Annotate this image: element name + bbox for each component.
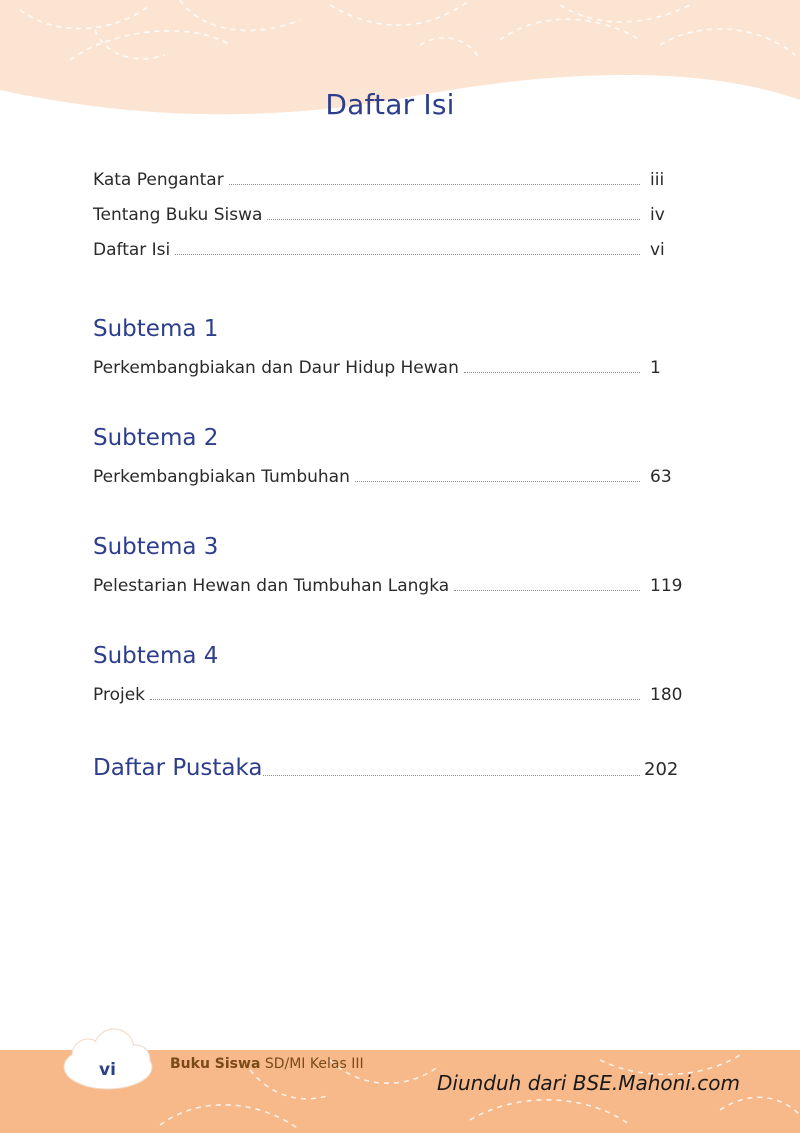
download-watermark: Diunduh dari BSE.Mahoni.com [437, 1071, 740, 1095]
toc-entry-label: Perkembangbiakan dan Daur Hidup Hewan [93, 358, 459, 378]
toc-entry-subtheme-4[interactable] [93, 681, 682, 705]
toc-page-number: 1 [650, 358, 661, 378]
toc-page-number: iii [650, 170, 665, 190]
subtheme-heading-1: Subtema 1 [93, 316, 219, 342]
toc-entry-daftar-isi[interactable] [93, 236, 682, 260]
dot-leader [263, 775, 640, 776]
toc-entry-label: Projek [93, 685, 145, 705]
toc-entry-label: Daftar Pustaka [93, 755, 263, 781]
toc-entry-label: Daftar Isi [93, 240, 171, 260]
footer-book-title-rest: SD/MI Kelas III [260, 1056, 364, 1072]
toc-page-number: 63 [650, 467, 672, 487]
toc-entry-subtheme-1[interactable] [93, 354, 682, 378]
toc-entry-label: Tentang Buku Siswa [93, 205, 263, 225]
footer-book-title-bold: Buku Siswa [170, 1056, 261, 1072]
toc-entry-daftar-pustaka[interactable] [93, 751, 682, 781]
footer-page-number: vi [99, 1060, 116, 1080]
toc-entry-label: Perkembangbiakan Tumbuhan [93, 467, 350, 487]
toc-page-number: 119 [650, 576, 683, 596]
toc-entry-subtheme-3[interactable] [93, 572, 682, 596]
toc-entry-kata-pengantar[interactable] [93, 166, 682, 190]
subtheme-heading-2: Subtema 2 [93, 425, 219, 451]
dot-leader [454, 590, 640, 591]
toc-page-number: iv [650, 205, 665, 225]
dot-leader [355, 481, 640, 482]
toc-page-number: vi [650, 240, 665, 260]
subtheme-heading-4: Subtema 4 [93, 643, 219, 669]
toc-entry-tentang-buku-siswa[interactable] [93, 201, 682, 225]
dot-leader [464, 372, 640, 373]
toc-entry-label: Pelestarian Hewan dan Tumbuhan Langka [93, 576, 450, 596]
dot-leader [267, 219, 640, 220]
toc-page-number: 180 [650, 685, 683, 705]
subtheme-heading-3: Subtema 3 [93, 534, 219, 560]
footer-book-title [170, 1056, 364, 1072]
dot-leader [229, 184, 640, 185]
dot-leader [150, 699, 640, 700]
page-title: Daftar Isi [325, 88, 455, 121]
toc-page-number: 202 [644, 759, 679, 780]
toc-entry-label: Kata Pengantar [93, 170, 224, 190]
dot-leader [175, 254, 640, 255]
toc-entry-subtheme-2[interactable] [93, 463, 682, 487]
